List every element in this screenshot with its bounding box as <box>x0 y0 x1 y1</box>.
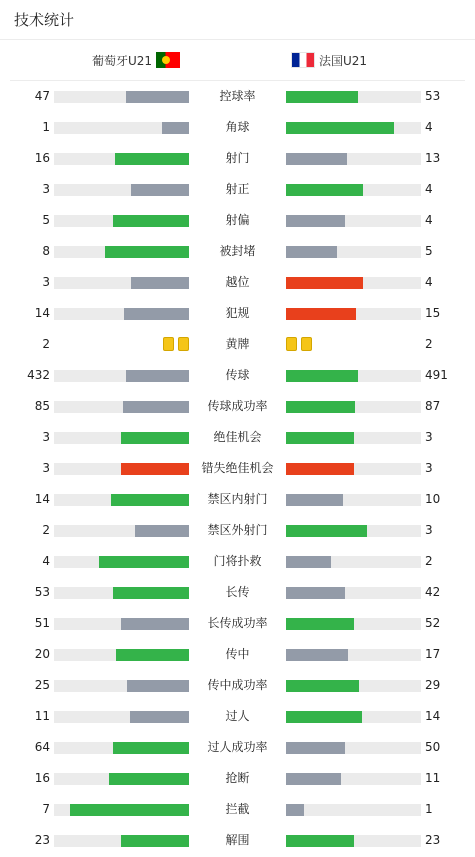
home-value: 20 <box>34 647 50 661</box>
stat-label: 传球 <box>225 368 250 382</box>
home-bar-track <box>54 246 189 258</box>
away-value: 4 <box>425 120 433 134</box>
stat-label: 拦截 <box>225 802 250 816</box>
stat-label: 射偏 <box>225 213 250 227</box>
stat-row <box>0 515 475 546</box>
home-value: 25 <box>34 678 50 692</box>
away-bar-track <box>286 680 421 692</box>
away-value: 3 <box>425 523 433 537</box>
home-value: 53 <box>34 585 50 599</box>
stat-label: 角球 <box>225 120 250 134</box>
stat-label: 传中 <box>225 647 250 661</box>
stat-label: 过人成功率 <box>207 740 268 754</box>
home-bar-fill <box>113 215 189 227</box>
away-bar-fill <box>286 494 343 506</box>
home-bar-fill <box>135 525 189 537</box>
away-bar-track <box>286 463 421 475</box>
home-bar-track <box>54 742 189 754</box>
away-value: 87 <box>425 399 441 413</box>
home-value: 4 <box>42 554 50 568</box>
stat-label: 错失绝佳机会 <box>201 461 274 475</box>
away-bar-fill <box>286 91 358 103</box>
home-bar-track <box>54 680 189 692</box>
home-bar-fill <box>113 587 189 599</box>
away-bar-fill <box>286 215 345 227</box>
home-bar-fill <box>127 680 189 692</box>
away-bar-track <box>286 215 421 227</box>
home-bar-track <box>54 277 189 289</box>
stat-row <box>0 484 475 515</box>
away-bar-track <box>286 308 421 320</box>
home-bar-track <box>54 587 189 599</box>
away-value: 14 <box>425 709 441 723</box>
away-bar-fill <box>286 804 304 816</box>
away-bar-fill <box>286 184 363 196</box>
stat-row <box>0 639 475 670</box>
stat-row <box>0 205 475 236</box>
stat-row <box>0 143 475 174</box>
yellow-card-icon <box>301 337 312 351</box>
away-bar-track <box>286 122 421 134</box>
home-bar-track <box>54 91 189 103</box>
home-bar-track <box>54 215 189 227</box>
home-value: 64 <box>34 740 50 754</box>
stat-label: 门将扑救 <box>213 554 262 568</box>
away-value: 13 <box>425 151 441 165</box>
home-value: 2 <box>42 337 50 351</box>
away-value: 29 <box>425 678 441 692</box>
away-bar-track <box>286 742 421 754</box>
home-bar-fill <box>115 153 189 165</box>
home-bar-fill <box>70 804 189 816</box>
away-value: 11 <box>425 771 441 785</box>
away-bar-track <box>286 494 421 506</box>
home-bar-fill <box>162 122 189 134</box>
france-flag-icon <box>291 52 315 68</box>
home-value: 16 <box>34 151 50 165</box>
away-bar-track <box>286 277 421 289</box>
away-value: 15 <box>425 306 441 320</box>
home-value: 85 <box>34 399 50 413</box>
away-bar-track <box>286 835 421 847</box>
stat-label: 绝佳机会 <box>213 430 262 444</box>
stat-label: 长传成功率 <box>207 616 268 630</box>
away-bar-fill <box>286 463 354 475</box>
away-bar-track <box>286 556 421 568</box>
stat-label: 抢断 <box>225 771 250 785</box>
stat-row <box>0 670 475 701</box>
home-value: 51 <box>34 616 50 630</box>
away-bar-track <box>286 246 421 258</box>
away-bar-track <box>286 184 421 196</box>
stat-row <box>0 298 475 329</box>
away-bar-fill <box>286 773 341 785</box>
away-value: 4 <box>425 213 433 227</box>
home-value: 47 <box>34 89 50 103</box>
home-bar-fill <box>131 277 189 289</box>
home-team <box>92 40 180 80</box>
home-bar-fill <box>131 184 189 196</box>
stat-label: 禁区内射门 <box>207 492 268 506</box>
home-value: 3 <box>42 182 50 196</box>
stat-row <box>0 546 475 577</box>
home-bar-track <box>54 122 189 134</box>
stat-label: 控球率 <box>219 89 256 103</box>
home-value: 16 <box>34 771 50 785</box>
stat-label: 犯规 <box>225 306 250 320</box>
stat-row <box>0 608 475 639</box>
home-value: 2 <box>42 523 50 537</box>
away-value: 50 <box>425 740 441 754</box>
away-value: 52 <box>425 616 441 630</box>
away-bar-track <box>286 153 421 165</box>
stat-row <box>0 267 475 298</box>
home-bar-track <box>54 494 189 506</box>
stat-label: 射正 <box>225 182 250 196</box>
away-value: 4 <box>425 275 433 289</box>
home-value: 5 <box>42 213 50 227</box>
home-bar-fill <box>113 742 189 754</box>
stat-label: 长传 <box>225 585 250 599</box>
away-bar-fill <box>286 432 354 444</box>
away-value: 2 <box>425 337 433 351</box>
home-bar-track <box>54 556 189 568</box>
home-bar-track <box>54 804 189 816</box>
away-bar-track <box>286 91 421 103</box>
home-bar-fill <box>124 308 189 320</box>
home-value: 3 <box>42 275 50 289</box>
home-yellow-cards <box>163 337 189 351</box>
home-bar-fill <box>99 556 189 568</box>
home-value: 432 <box>27 368 50 382</box>
stat-label: 越位 <box>225 275 250 289</box>
away-bar-track <box>286 401 421 413</box>
away-bar-track <box>286 804 421 816</box>
away-bar-fill <box>286 680 359 692</box>
stat-row <box>0 329 475 360</box>
away-bar-track <box>286 773 421 785</box>
stats-list <box>0 81 475 856</box>
stat-label: 被封堵 <box>219 244 256 258</box>
home-bar-track <box>54 835 189 847</box>
home-value: 1 <box>42 120 50 134</box>
home-value: 3 <box>42 430 50 444</box>
away-bar-fill <box>286 277 363 289</box>
home-value: 11 <box>34 709 50 723</box>
home-bar-fill <box>121 432 189 444</box>
away-value: 491 <box>425 368 448 382</box>
home-bar-track <box>54 525 189 537</box>
away-bar-fill <box>286 835 354 847</box>
stat-row <box>0 825 475 856</box>
home-value: 14 <box>34 306 50 320</box>
away-value: 1 <box>425 802 433 816</box>
away-value: 17 <box>425 647 441 661</box>
stat-row <box>0 112 475 143</box>
home-bar-fill <box>126 91 189 103</box>
home-bar-fill <box>123 401 189 413</box>
stat-label: 黄牌 <box>225 337 250 351</box>
section-header <box>0 0 475 40</box>
away-bar-fill <box>286 246 337 258</box>
away-bar-track <box>286 525 421 537</box>
stat-label: 解围 <box>225 833 250 847</box>
stat-row <box>0 236 475 267</box>
away-bar-fill <box>286 587 345 599</box>
home-bar-track <box>54 432 189 444</box>
home-bar-fill <box>105 246 189 258</box>
yellow-card-icon <box>286 337 297 351</box>
home-bar-fill <box>126 370 189 382</box>
stat-label: 传球成功率 <box>207 399 268 413</box>
home-value: 8 <box>42 244 50 258</box>
away-bar-track <box>286 587 421 599</box>
away-bar-fill <box>286 370 358 382</box>
stat-row <box>0 732 475 763</box>
home-bar-track <box>54 773 189 785</box>
away-value: 53 <box>425 89 441 103</box>
away-value: 3 <box>425 430 433 444</box>
home-value: 7 <box>42 802 50 816</box>
home-value: 3 <box>42 461 50 475</box>
stat-row <box>0 360 475 391</box>
away-yellow-cards <box>286 337 312 351</box>
away-team <box>291 40 367 80</box>
home-bar-fill <box>121 463 189 475</box>
home-bar-fill <box>111 494 189 506</box>
home-bar-track <box>54 401 189 413</box>
away-bar-track <box>286 649 421 661</box>
teams-header <box>10 40 465 81</box>
stat-label: 禁区外射门 <box>207 523 268 537</box>
stat-row <box>0 391 475 422</box>
away-bar-fill <box>286 649 348 661</box>
away-bar-fill <box>286 742 345 754</box>
away-bar-fill <box>286 618 354 630</box>
away-bar-track <box>286 432 421 444</box>
stat-row <box>0 174 475 205</box>
stat-row <box>0 763 475 794</box>
away-value: 4 <box>425 182 433 196</box>
away-bar-track <box>286 618 421 630</box>
home-bar-fill <box>121 618 189 630</box>
portugal-flag-icon <box>156 52 180 68</box>
away-value: 23 <box>425 833 441 847</box>
stat-row <box>0 81 475 112</box>
away-bar-track <box>286 370 421 382</box>
home-bar-track <box>54 308 189 320</box>
stat-row <box>0 794 475 825</box>
home-bar-track <box>54 370 189 382</box>
home-bar-track <box>54 711 189 723</box>
home-bar-track <box>54 184 189 196</box>
away-bar-track <box>286 711 421 723</box>
yellow-card-icon <box>163 337 174 351</box>
away-bar-fill <box>286 525 367 537</box>
away-bar-fill <box>286 711 362 723</box>
away-team-name: 法国U21 <box>319 53 368 68</box>
away-bar-fill <box>286 122 394 134</box>
stat-row <box>0 422 475 453</box>
stat-row <box>0 453 475 484</box>
away-value: 5 <box>425 244 433 258</box>
home-bar-fill <box>109 773 189 785</box>
away-bar-fill <box>286 556 331 568</box>
away-value: 3 <box>425 461 433 475</box>
home-bar-track <box>54 618 189 630</box>
home-bar-fill <box>116 649 189 661</box>
stat-row <box>0 701 475 732</box>
away-value: 2 <box>425 554 433 568</box>
stat-label: 射门 <box>225 151 250 165</box>
stat-label: 过人 <box>225 709 250 723</box>
away-bar-fill <box>286 153 347 165</box>
home-bar-fill <box>121 835 189 847</box>
home-bar-track <box>54 463 189 475</box>
yellow-card-icon <box>178 337 189 351</box>
home-bar-track <box>54 153 189 165</box>
home-value: 14 <box>34 492 50 506</box>
stat-label: 传中成功率 <box>207 678 268 692</box>
section-title: 技术统计 <box>14 11 75 29</box>
away-bar-fill <box>286 308 356 320</box>
home-bar-track <box>54 649 189 661</box>
away-bar-fill <box>286 401 355 413</box>
away-value: 10 <box>425 492 441 506</box>
home-value: 23 <box>34 833 50 847</box>
away-value: 42 <box>425 585 441 599</box>
stat-row <box>0 577 475 608</box>
home-bar-fill <box>130 711 189 723</box>
home-team-name: 葡萄牙U21 <box>91 53 152 68</box>
